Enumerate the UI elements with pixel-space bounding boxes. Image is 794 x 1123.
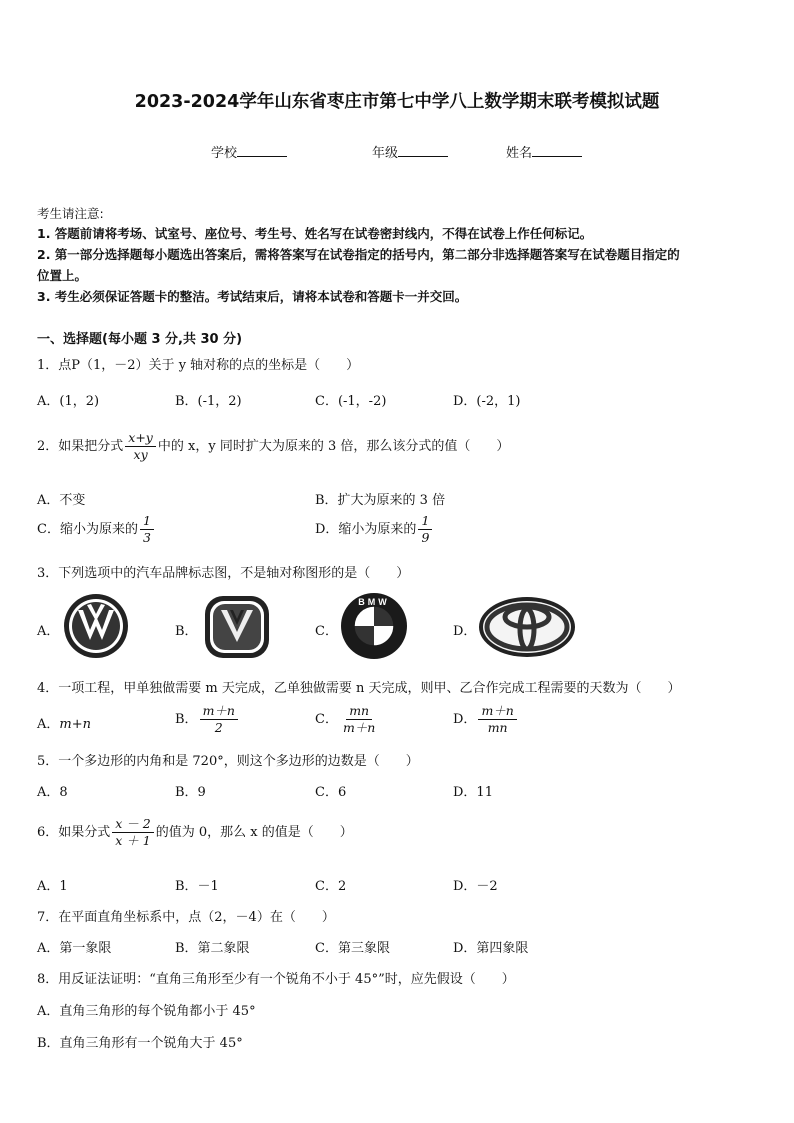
q5-option-c: C．6 (315, 785, 347, 800)
q5-option-b: B．9 (175, 785, 206, 800)
school-label: 学校 (211, 146, 238, 161)
section-title: 一、选择题(每小题 3 分,共 30 分) (37, 332, 243, 347)
q6-frac-den: x ＋ 1 (115, 833, 151, 848)
q2-option-c-frac (140, 513, 154, 546)
notice-heading: 考生请注意: (37, 206, 104, 221)
q4-option-b-label: B． (175, 712, 198, 727)
page-title: 2023-2024学年山东省枣庄市第七中学八上数学期末联考模拟试题 (134, 92, 660, 112)
q1-option-c: C．(-1，-2) (315, 394, 387, 409)
name-label: 姓名 (506, 146, 533, 161)
grade-field (372, 142, 448, 161)
q6-stem-pre: 6．如果分式 (37, 825, 111, 840)
q2-stem-pre: 2．如果把分式 (37, 439, 124, 454)
notice-item-1: 1. 答题前请将考场、试室号、座位号、考生号、姓名写在试卷密封线内，不得在试卷上作任何标记。 (37, 226, 593, 241)
q3-option-c: C． (315, 624, 338, 639)
q7-option-a: A．第一象限 (37, 941, 112, 956)
q4-option-a-expr: m+n (59, 717, 91, 732)
q2-fraction (125, 430, 156, 463)
q6-option-b: B．－1 (175, 879, 219, 894)
q6-option-c: C．2 (315, 879, 347, 894)
q4-option-b-frac (200, 703, 238, 736)
notice-item-3: 3. 考生必须保证答题卡的整洁。考试结束后，请将本试卷和答题卡一并交回。 (37, 289, 468, 304)
q8-stem: 8．用反证法证明：“直角三角形至少有一个锐角不小于 45°”时，应先假设（ ） (37, 972, 515, 987)
q4-option-c-frac (340, 703, 378, 736)
vw-logo-icon (63, 593, 129, 659)
q5-stem: 5．一个多边形的内角和是 720°，则这个多边形的边数是（ ） (37, 754, 419, 769)
notice-item-2: 2. 第一部分选择题每小题选出答案后，需将答案写在试卷指定的括号内，第二部分非选择题答案写在试卷题目指定的 (37, 247, 680, 262)
q3-option-a: A． (37, 624, 60, 639)
q7-stem: 7．在平面直角坐标系中，点（2，－4）在（ ） (37, 910, 335, 925)
q4-b-num: m＋n (200, 703, 238, 720)
q4-c-den: m＋n (342, 720, 376, 735)
changan-logo-icon (203, 594, 271, 660)
q2-option-b: B．扩大为原来的 3 倍 (315, 493, 446, 508)
q4-option-c (315, 703, 380, 736)
q4-b-den: 2 (214, 720, 223, 735)
toyota-logo-icon (477, 595, 577, 659)
q1-option-a: A．(1，2) (37, 394, 100, 409)
school-field (211, 142, 287, 161)
q4-c-num: mn (346, 703, 372, 720)
name-field (506, 142, 582, 161)
q5-option-d: D．11 (453, 785, 493, 800)
q7-option-c: C．第三象限 (315, 941, 390, 956)
q4-stem: 4．一项工程，甲单独做需要 m 天完成，乙单独做需要 n 天完成，则甲、乙合作完成工程需要的天数为（ ） (37, 681, 681, 696)
q8-option-a: A．直角三角形的每个锐角都小于 45° (37, 1004, 256, 1019)
bmw-logo-text: BMW (358, 597, 390, 607)
q4-option-b (175, 703, 240, 736)
q4-option-a (37, 713, 91, 732)
q2-stem-post: 中的 x，y 同时扩大为原来的 3 倍，那么该分式的值（ ） (157, 439, 510, 454)
grade-blank (398, 144, 448, 157)
q6-stem (37, 816, 353, 849)
q3-stem: 3．下列选项中的汽车品牌标志图，不是轴对称图形的是（ ） (37, 566, 410, 581)
bmw-logo-icon (340, 592, 408, 660)
school-blank (237, 144, 287, 157)
q2-option-a: A．不变 (37, 493, 86, 508)
q6-frac-num: x － 2 (112, 816, 153, 833)
q7-option-d: D．第四象限 (453, 941, 529, 956)
q5-option-a: A．8 (37, 785, 68, 800)
q4-option-d-frac (478, 703, 516, 736)
name-blank (532, 144, 582, 157)
grade-label: 年级 (372, 146, 399, 161)
q2-frac-num: x+y (125, 430, 156, 447)
q2-option-d (315, 513, 434, 546)
q2-option-d-text: D．缩小为原来的 (315, 522, 417, 537)
q3-option-d: D． (453, 624, 477, 639)
q3-option-b: B． (175, 624, 198, 639)
q4-option-a-label: A． (37, 717, 60, 732)
q4-option-d (453, 703, 519, 736)
q2-option-c-text: C．缩小为原来的 (37, 522, 138, 537)
q2-d-den: 9 (421, 530, 430, 545)
q2-c-den: 3 (142, 530, 151, 545)
q4-option-c-label: C． (315, 712, 338, 727)
q2-stem (37, 430, 509, 463)
q4-d-den: mn (487, 720, 508, 735)
q2-option-d-frac (418, 513, 432, 546)
q6-stem-post: 的值为 0，那么 x 的值是（ ） (155, 825, 353, 840)
q2-option-c (37, 513, 156, 546)
q6-option-d: D．－2 (453, 879, 498, 894)
q4-d-num: m＋n (478, 703, 516, 720)
q7-option-b: B．第二象限 (175, 941, 250, 956)
q1-option-d: D．(-2，1) (453, 394, 521, 409)
q1-stem: 1．点P（1，－2）关于 y 轴对称的点的坐标是（ ） (37, 358, 360, 373)
q1-option-b: B．(-1，2) (175, 394, 242, 409)
notice-item-2-cont: 位置上。 (37, 268, 88, 283)
q6-fraction (112, 816, 153, 849)
q8-option-b: B．直角三角形有一个锐角大于 45° (37, 1036, 243, 1051)
q2-c-num: 1 (140, 513, 154, 530)
q2-frac-den: xy (133, 447, 148, 462)
q4-option-d-label: D． (453, 712, 477, 727)
q2-d-num: 1 (418, 513, 432, 530)
q6-option-a: A．1 (37, 879, 68, 894)
